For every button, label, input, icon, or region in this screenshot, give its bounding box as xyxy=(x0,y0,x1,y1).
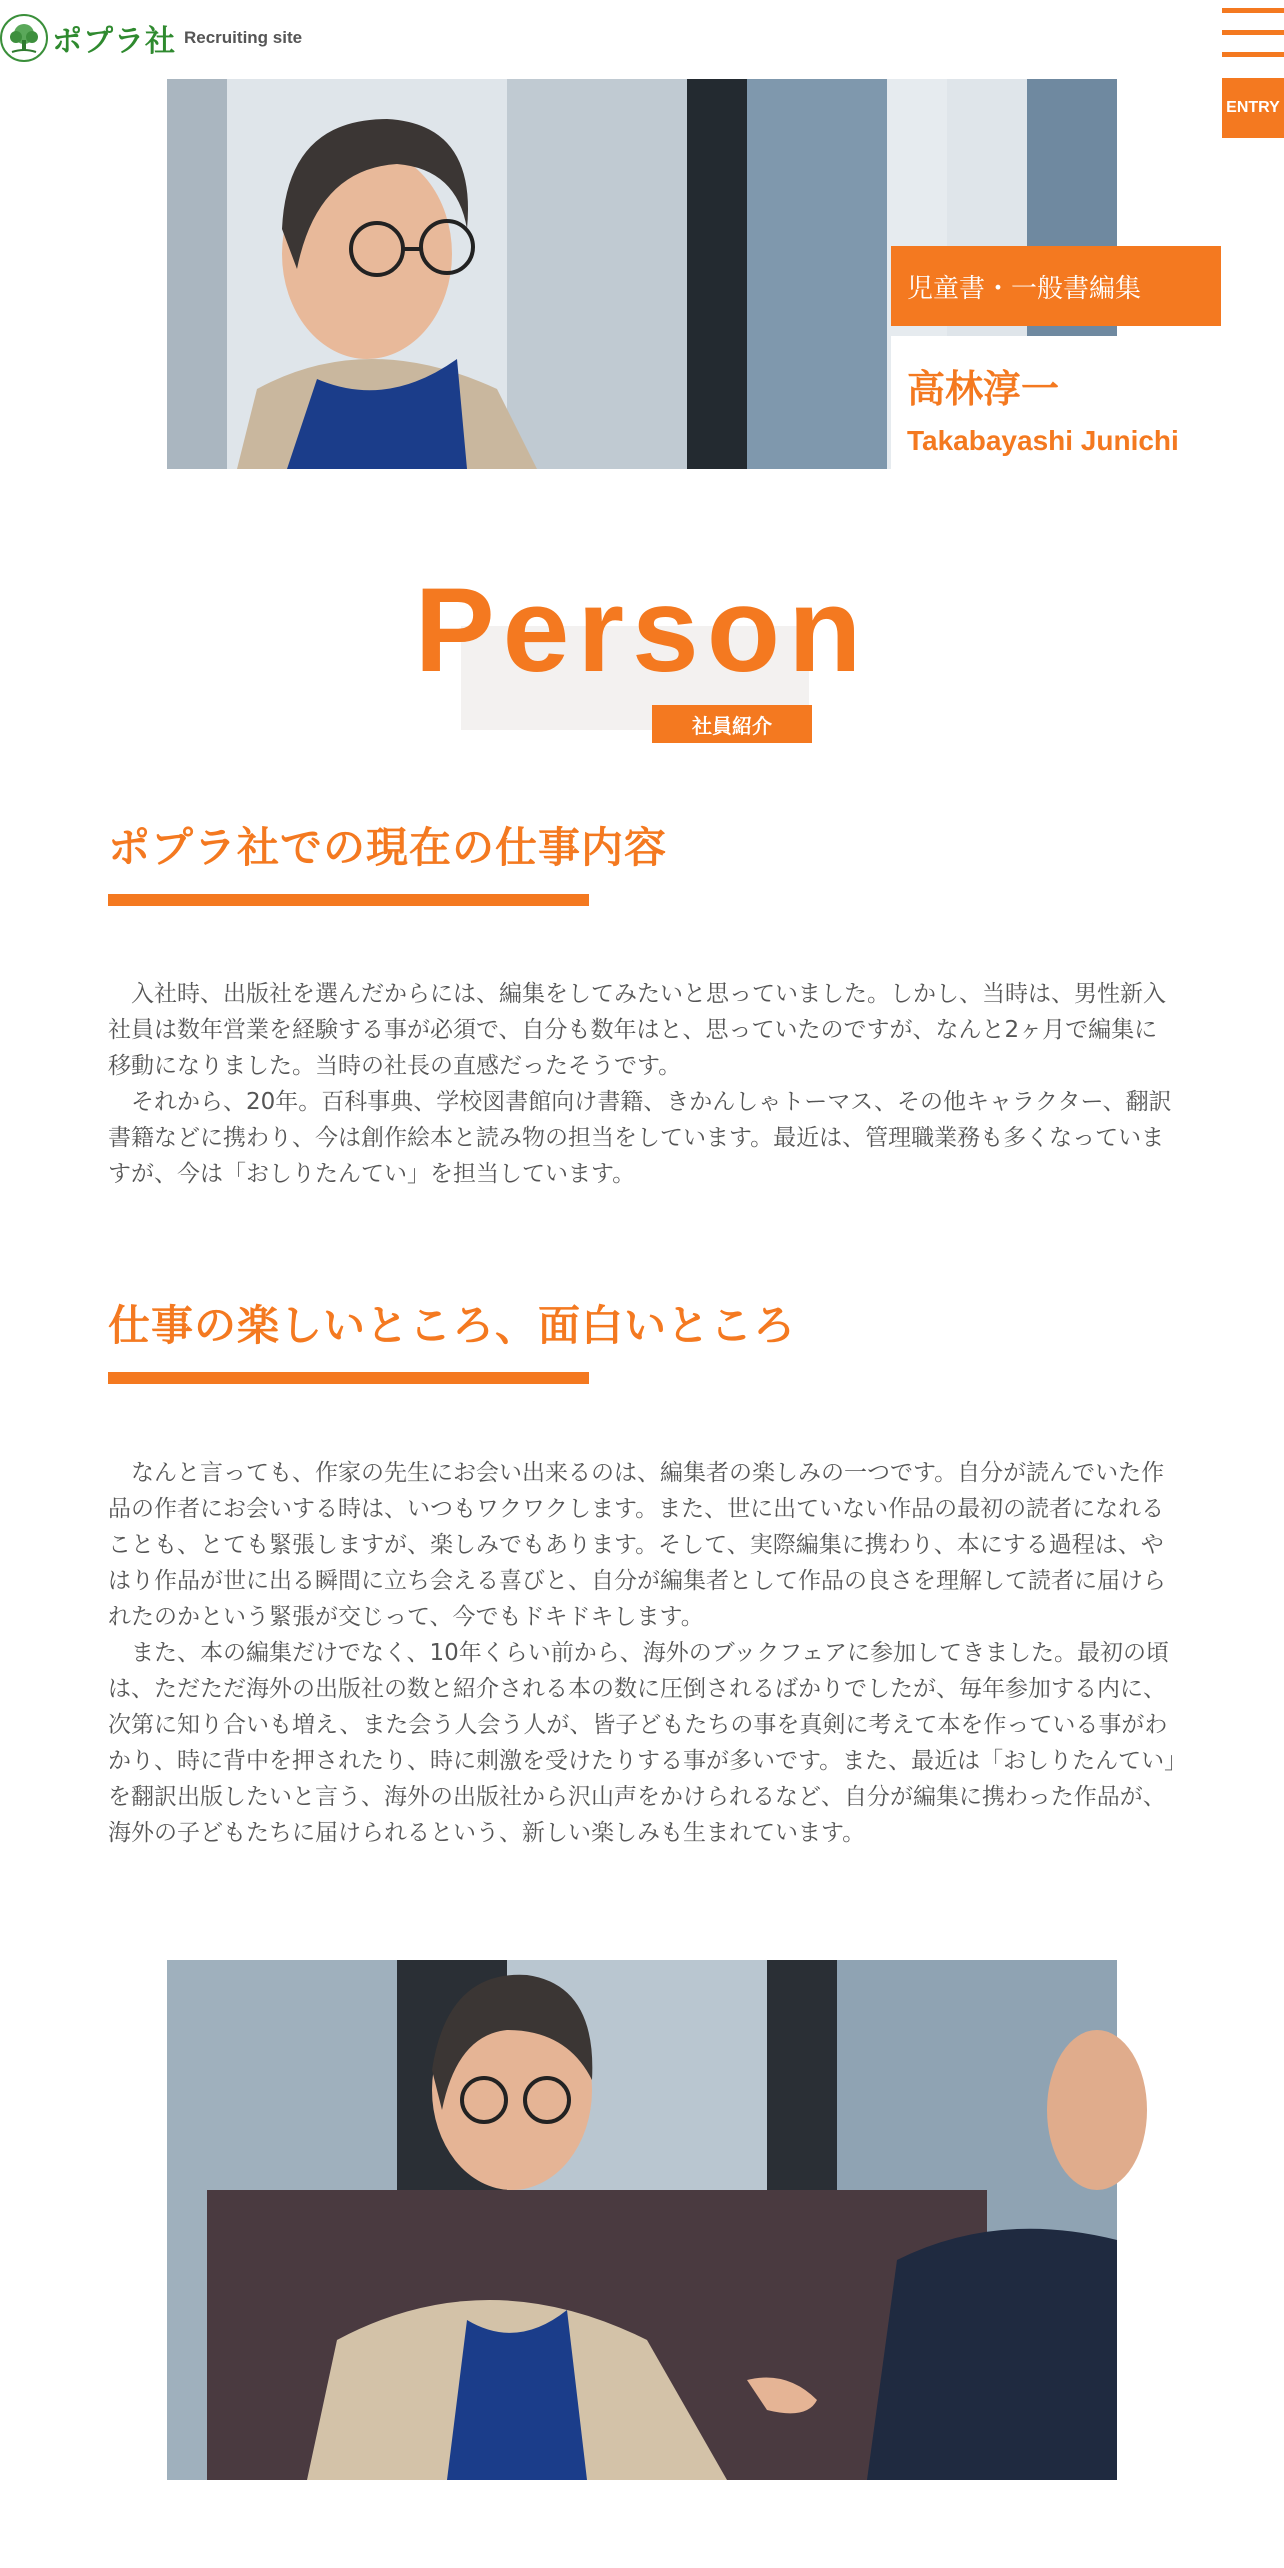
section-body-current-work xyxy=(108,976,1178,1192)
section-underline xyxy=(108,1372,589,1384)
department-label: 児童書・一般書編集 xyxy=(891,246,1221,326)
paragraph: また、本の編集だけでなく、10年くらい前から、海外のブックフェアに参加してきました。最初の頃は、ただただ海外の出版社の数と紹介される本の数に圧倒されるばかりでしたが、毎年参加する内に、次第に知り合いも増え、また会う人会う人が、皆子どもたちの事を真剣に考えて本を作っている事がわかり、時に背中を押されたり、時に刺激を受けたりする事が多いです。また、最近は「おしりたんてい」を翻訳出版したいと言う、海外の出版社から沢山声をかけられるなど、自分が編集に携わった作品が、海外の子どもたちに届けられるという、新しい楽しみも生まれています。 xyxy=(108,1640,1176,1846)
hamburger-menu-icon[interactable] xyxy=(1220,8,1284,60)
entry-button[interactable]: ENTRY xyxy=(1222,78,1284,138)
employee-name-en: Takabayashi Junichi xyxy=(907,425,1179,456)
person-title: Person xyxy=(414,563,870,697)
section-underline xyxy=(108,894,589,906)
tree-logo-icon xyxy=(0,14,48,62)
logo-text: ポプラ社 xyxy=(52,24,176,59)
paragraph: それから、20年。百科事典、学校図書館向け書籍、きかんしゃトーマス、その他キャラクター、翻訳書籍などに携わり、今は創作絵本と読み物の担当をしています。最近は、管理職業務も多くなっていますが、今は「おしりたんてい」を担当しています。 xyxy=(108,1089,1172,1187)
site-label: Recruiting site xyxy=(184,28,303,47)
section-heading-enjoyment: 仕事の楽しいところ、面白いところ xyxy=(108,1301,797,1350)
logo[interactable] xyxy=(0,14,176,62)
section-heading-current-work: ポプラ社での現在の仕事内容 xyxy=(108,823,668,872)
employee-name-jp: 高林淳一 xyxy=(907,367,1060,411)
person-badge: 社員紹介 xyxy=(652,705,812,743)
interview-photo-image xyxy=(167,1960,1117,2480)
paragraph: なんと言っても、作家の先生にお会い出来るのは、編集者の楽しみの一つです。自分が読んでいた作品の作者にお会いする時は、いつもワクワクします。また、世に出ていない作品の最初の読者になれることも、とても緊張しますが、楽しみでもあります。そして、実際編集に携わり、本にする過程は、やはり作品が世に出る瞬間に立ち会える喜びと、自分が編集者として作品の良さを理解して読者に届けられたのかという緊張が交じって、今でもドキドキします。 xyxy=(108,1460,1166,1630)
paragraph: 入社時、出版社を選んだからには、編集をしてみたいと思っていました。しかし、当時は、男性新入社員は数年営業を経験する事が必須で、自分も数年はと、思っていたのですが、なんと2ヶ月で編集に移動になりました。当時の社長の直感だったそうです。 xyxy=(108,981,1166,1079)
interview-photo xyxy=(167,1960,1117,2480)
section-body-enjoyment xyxy=(108,1455,1178,1851)
hero-photo xyxy=(167,79,1179,469)
name-box xyxy=(891,336,1221,472)
employee-name-tag xyxy=(891,246,1221,472)
